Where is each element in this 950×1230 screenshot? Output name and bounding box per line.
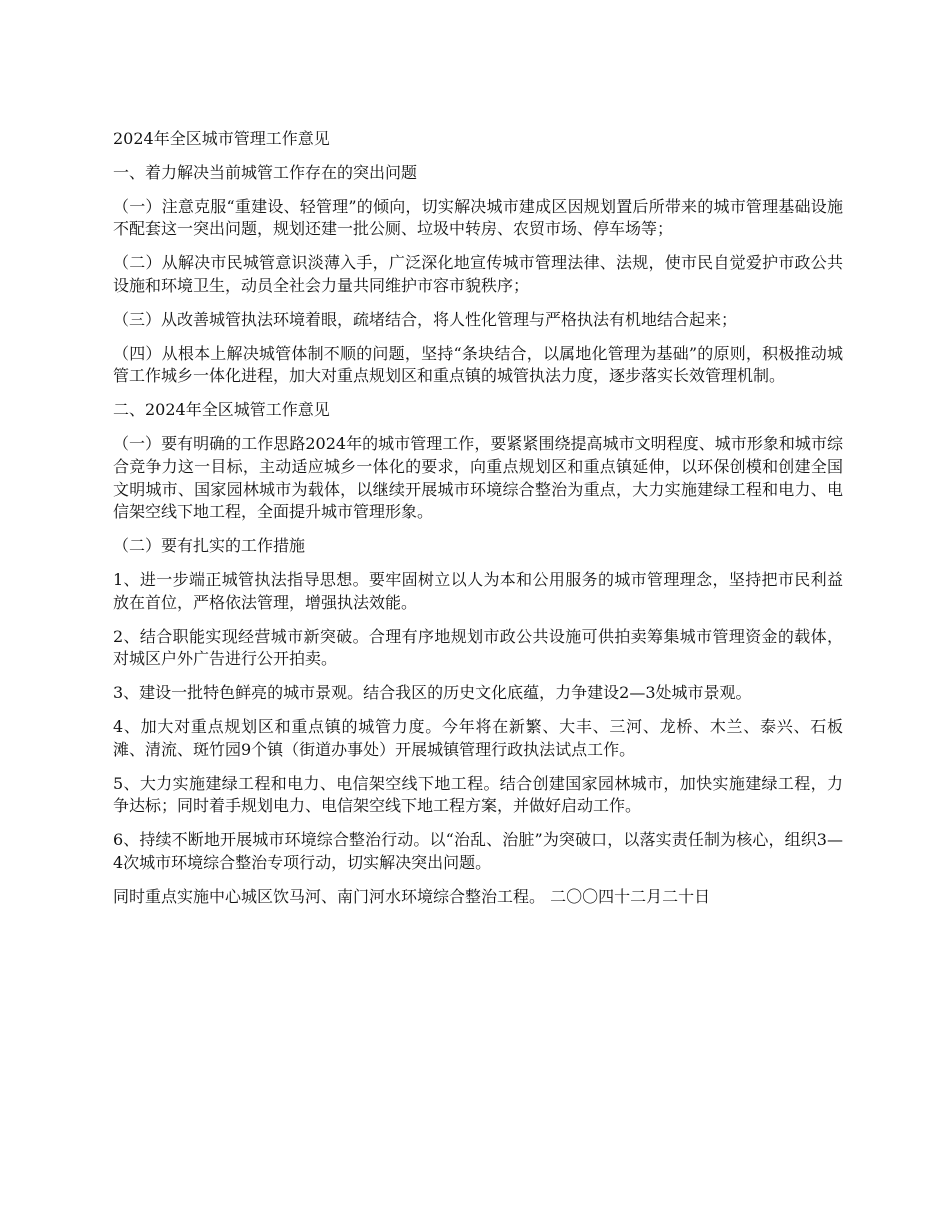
section-heading-1: 一、着力解决当前城管工作存在的突出问题 [113,162,418,182]
paragraph: （一）要有明确的工作思路2024年的城市管理工作，要紧紧围绕提高城市文明程度、城市形象和城市综合竞争力这一目标，主动适应城乡一体化的要求，向重点规划区和重点镇延伸，以环保创模和创建全国文明城市、国家园林城市为载体，以继续开展城市环境综合整治为重点，大力实施建绿工程和电力、电信架空线下地工程，全面提升城市管理形象。 [113,433,843,522]
list-item: 6、持续不断地开展城市环境综合整治行动。以“治乱、治脏”为突破口，以落实责任制为核心，组织3—4次城市环境综合整治专项行动，切实解决突出问题。 [113,830,843,872]
document-page [113,128,843,920]
closing-paragraph-with-date: 同时重点实施中心城区饮马河、南门河水环境综合整治工程。 二〇〇四十二月二十日 [113,886,711,906]
list-item: 2、结合职能实现经营城市新突破。合理有序地规划市政公共设施可供拍卖筹集城市管理资金的载体，对城区户外广告进行公开拍卖。 [113,626,843,669]
list-item: 5、大力实施建绿工程和电力、电信架空线下地工程。结合创建国家园林城市，加快实施建绿工程，力争达标；同时着手规划电力、电信架空线下地工程方案，并做好启动工作。 [113,773,843,816]
section-heading-2: 二、2024年全区城管工作意见 [113,400,330,420]
paragraph: （二）从解决市民城管意识淡薄入手，广泛深化地宣传城市管理法律、法规，使市民自觉爱护市政公共设施和环境卫生，动员全社会力量共同维护市容市貌秩序； [113,253,843,295]
document-title: 2024年全区城市管理工作意见 [113,129,330,148]
paragraph: （一）注意克服“重建设、轻管理”的倾向，切实解决城市建成区因规划置后所带来的城市管理基础设施不配套这一突出问题，规划还建一批公厕、垃圾中转房、农贸市场、停车场等； [113,196,843,239]
list-item: 1、进一步端正城管执法指导思想。要牢固树立以人为本和公用服务的城市管理理念，坚持把市民利益放在首位，严格依法管理，增强执法效能。 [113,569,843,612]
paragraph: （二）要有扎实的工作措施 [113,536,306,556]
list-item: 4、加大对重点规划区和重点镇的城管力度。今年将在新繁、大丰、三河、龙桥、木兰、泰兴、石板滩、清流、斑竹园9个镇（街道办事处）开展城镇管理行政执法试点工作。 [113,716,843,759]
paragraph: （四）从根本上解决城管体制不顺的问题，坚持“条块结合，以属地化管理为基础”的原则，积极推动城管工作城乡一体化进程，加大对重点规划区和重点镇的城管执法力度，逐步落实长效管理机制。 [113,343,843,386]
list-item: 3、建设一批特色鲜亮的城市景观。结合我区的历史文化底蕴，力争建设2—3处城市景观。 [113,683,752,703]
paragraph: （三）从改善城管执法环境着眼，疏堵结合，将人性化管理与严格执法有机地结合起来； [113,309,738,329]
